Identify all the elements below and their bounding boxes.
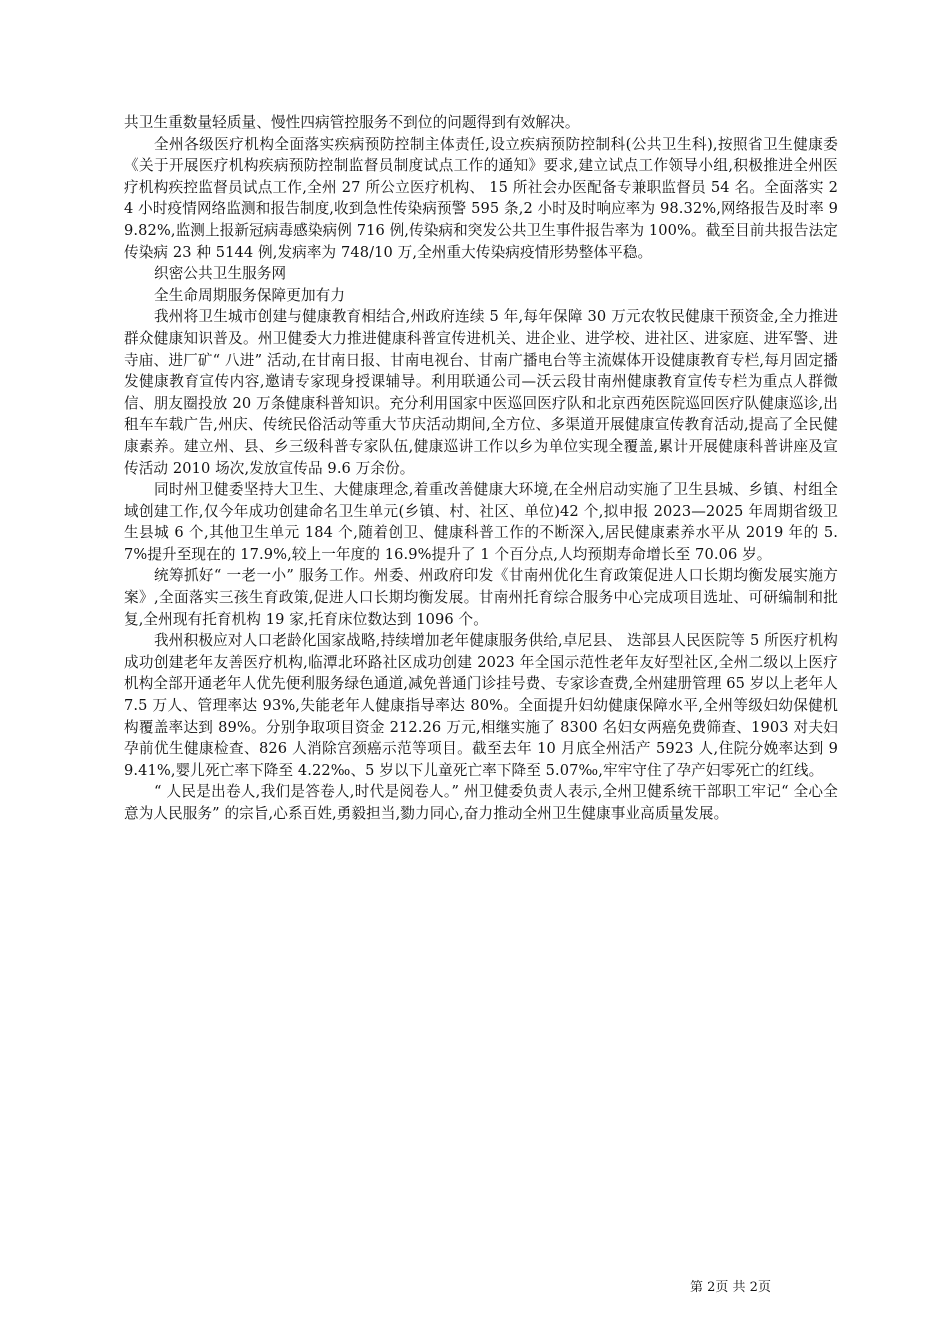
paragraph-7: “ 人民是出卷人,我们是答卷人,时代是阅卷人。” 州卫健委负责人表示,全州卫健系统干部职工牢记“ 全心全意为人民服务” 的宗旨,心系百姓,勇毅担当,勠力同心,奋力推动全州卫生健康事业高质量发展。 — [124, 783, 838, 822]
section-heading-1: 织密公共卫生服务网 — [154, 265, 287, 283]
paragraph-5: 统筹抓好“ 一老一小” 服务工作。州委、州政府印发《甘南州优化生育政策促进人口长期均衡发展实施方案》,全面落实三孩生育政策,促进人口长期均衡发展。甘南州托育综合服务中心完成项目选址、可研编制和批复,全州现有托育机构 19 家,托育床位数达到 1096 个。 — [124, 567, 838, 628]
paragraph-6: 我州积极应对人口老龄化国家战略,持续增加老年健康服务供给,卓尼县、 迭部县人民医院等 5 所医疗机构成功创建老年友善医疗机构,临潭北环路社区成功创建 2023 年全国示范性老年友好型社区,全州二级以上医疗机构全部开通老年人优先便利服务绿色通道,减免普通门诊挂号费、专家诊查费,全州建册管理 65 岁以上老年人 7.5 万人、管理率达 93%,失能老年人健康指导率达 80%。全面提升妇幼健康保障水平,全州等级妇幼保健机构覆盖率达到 89%。分别争取项目资金 212.26 万元,相继实施了 8300 名妇女两癌免费筛查、1903 对夫妇孕前优生健康检查、826 人消除宫颈癌示范等项目。截至去年 10 月底全州活产 5923 人,住院分娩率达到 99.41%,婴儿死亡率下降至 4.22‰、5 岁以下儿童死亡率下降至 5.07‰,牢牢守住了孕产妇零死亡的红线。 — [124, 632, 838, 779]
document-body — [124, 112, 838, 825]
paragraph-1: 共卫生重数量轻质量、慢性四病管控服务不到位的问题得到有效解决。 — [124, 114, 580, 131]
page-number: 第 2页 共 2页 — [690, 1280, 771, 1295]
paragraph-4: 同时州卫健委坚持大卫生、大健康理念,着重改善健康大环境,在全州启动实施了卫生县城、乡镇、村组全域创建工作,仅今年成功创建命名卫生单元(乡镇、村、社区、单位)42 个,拟申报 2023—2025 年周期省级卫生县城 6 个,其他卫生单元 184 个,随着创卫、健康科普工作的不断深入,居民健康素养水平从 2019 年的 5.7%提升至现在的 17.9%,较上一年度的 16.9%提升了 1 个百分点,人均预期寿命增长至 70.06 岁。 — [124, 481, 838, 563]
section-heading-2: 全生命周期服务保障更加有力 — [154, 286, 346, 304]
paragraph-2: 全州各级医疗机构全面落实疾病预防控制主体责任,设立疾病预防控制科(公共卫生科),按照省卫生健康委《关于开展医疗机构疾病预防控制监督员制度试点工作的通知》要求,建立试点工作领导小组,积极推进全州医疗机构疾控监督员试点工作,全州 27 所公立医疗机构、 15 所社会办医配备专兼职监督员 54 名。全面落实 24 小时疫情网络监测和报告制度,收到急性传染病预警 595 条,2 小时及时响应率为 98.32%,网络报告及时率 99.82%,监测上报新冠病毒感染病例 716 例,传染病和突发公共卫生事件报告率为 100%。截至目前共报告法定传染病 23 种 5144 例,发病率为 748/10 万,全州重大传染病疫情形势整体平稳。 — [124, 135, 838, 261]
paragraph-3: 我州将卫生城市创建与健康教育相结合,州政府连续 5 年,每年保障 30 万元农牧民健康干预资金,全力推进群众健康知识普及。州卫健委大力推进健康科普宣传进机关、进企业、进学校、进社区、进家庭、进军警、进寺庙、进厂矿“ 八进” 活动,在甘南日报、甘南电视台、甘南广播电台等主流媒体开设健康教育专栏,每月固定播发健康教育宣传内容,邀请专家现身授课辅导。利用联通公司—沃云段甘南州健康教育宣传专栏为重点人群微信、朋友圈投放 20 万条健康科普知识。充分利用国家中医巡回医疗队和北京西苑医院巡回医疗队健康巡诊,出租车车载广告,州庆、传统民俗活动等重大节庆活动期间,全方位、多渠道开展健康宣传教育活动,提高了全民健康素养。建立州、县、乡三级科普专家队伍,健康巡讲工作以乡为单位实现全覆盖,累计开展健康科普讲座及宣传活动 2010 场次,发放宣传品 9.6 万余份。 — [124, 308, 838, 477]
